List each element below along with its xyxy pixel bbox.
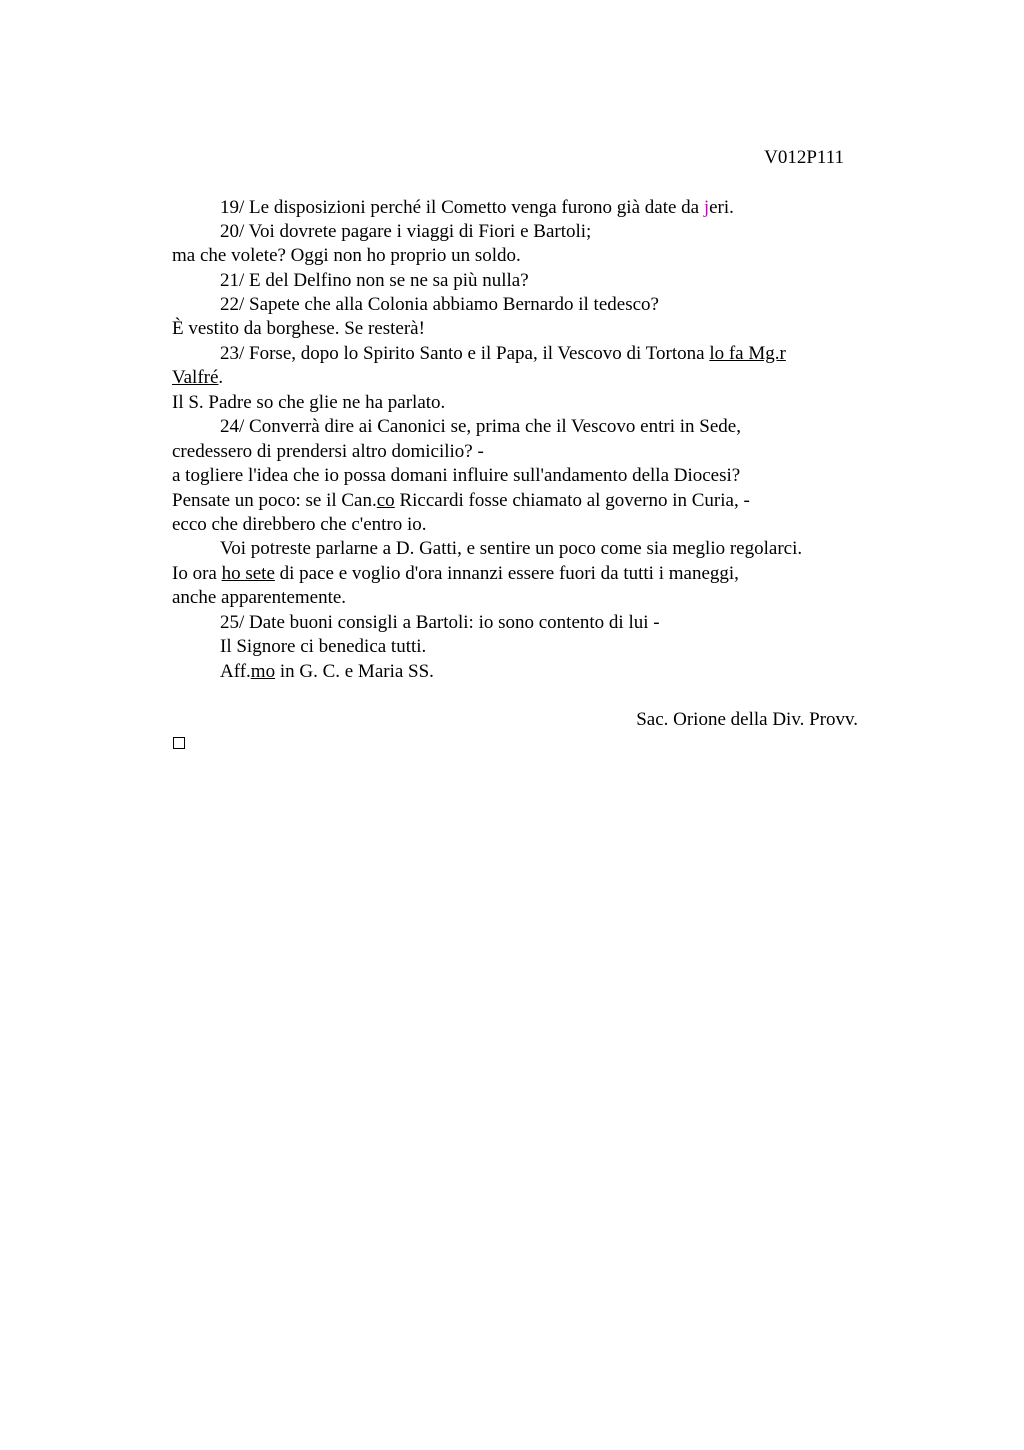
text-segment: 23/ Forse, dopo lo Spirito Santo e il Papa, il Vescovo di Tortona xyxy=(220,343,710,364)
underlined-text: mo xyxy=(250,661,276,682)
paragraph-24-line-5: ecco che direbbero che c'entro io. xyxy=(172,514,427,535)
text-segment: Pensate un poco: se il Can. xyxy=(172,490,377,511)
paragraph-23-wrap xyxy=(172,366,223,390)
text-segment: Io ora xyxy=(172,563,222,584)
text-segment: Riccardi fosse chiamato al governo in Curia, - xyxy=(394,490,750,511)
paragraph-24-line-3: a togliere l'idea che io possa domani influire sull'andamento della Diocesi? xyxy=(172,465,741,486)
underlined-text: ho sete xyxy=(221,563,275,584)
paragraph-24-line-6: Voi potreste parlarne a D. Gatti, e sentire un poco come sia meglio regolarci. xyxy=(220,538,803,559)
paragraph-22-continuation: È vestito da borghese. Se resterà! xyxy=(172,318,425,339)
paragraph-22: 22/ Sapete che alla Colonia abbiamo Bernardo il tedesco? xyxy=(220,294,659,315)
paragraph-24: 24/ Converrà dire ai Canonici se, prima che il Vescovo entri in Sede, xyxy=(220,416,741,437)
paragraph-25: 25/ Date buoni consigli a Bartoli: io sono contento di lui - xyxy=(220,612,660,633)
text-segment: eri. xyxy=(709,197,734,218)
paragraph-24-line-2: credessero di prendersi altro domicilio? - xyxy=(172,441,484,462)
underlined-text: lo fa Mg.r xyxy=(709,343,786,364)
text-segment: in G. C. e Maria SS. xyxy=(275,661,434,682)
underlined-text: Valfré xyxy=(172,367,219,388)
empty-box-icon xyxy=(173,737,185,749)
paragraph-24-line-4 xyxy=(172,489,750,513)
paragraph-23 xyxy=(220,342,786,366)
closing-line xyxy=(220,660,434,684)
page-identifier: V012P111 xyxy=(764,147,844,168)
text-segment: Aff. xyxy=(220,661,251,682)
text-segment: di pace e voglio d'ora innanzi essere fuori da tutti i maneggi, xyxy=(274,563,739,584)
paragraph-24-line-8: anche apparentemente. xyxy=(172,587,347,608)
paragraph-23-continuation: Il S. Padre so che glie ne ha parlato. xyxy=(172,392,446,413)
paragraph-20: 20/ Voi dovrete pagare i viaggi di Fiori e Bartoli; xyxy=(220,221,592,242)
paragraph-20-continuation: ma che volete? Oggi non ho proprio un soldo. xyxy=(172,245,521,266)
underlined-text: co xyxy=(376,490,395,511)
text-segment: 19/ Le disposizioni perché il Cometto venga furono già date da xyxy=(220,197,704,218)
paragraph-21: 21/ E del Delfino non se ne sa più nulla? xyxy=(220,270,529,291)
paragraph-19 xyxy=(220,196,734,220)
signature: Sac. Orione della Div. Provv. xyxy=(636,709,858,730)
blessing-line: Il Signore ci benedica tutti. xyxy=(220,636,427,657)
highlighted-letter: j xyxy=(703,197,710,218)
paragraph-24-line-7 xyxy=(172,562,739,586)
text-segment: . xyxy=(218,367,224,388)
